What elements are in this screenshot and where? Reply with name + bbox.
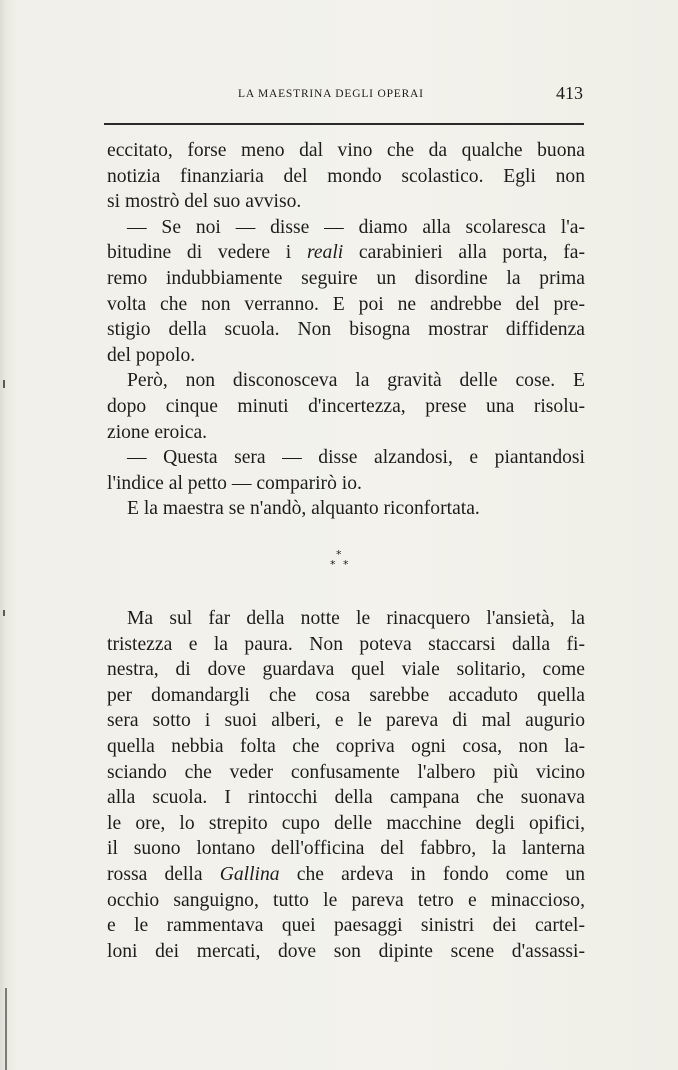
page-number: 413 — [556, 83, 583, 103]
section-break-asterism — [326, 545, 354, 573]
text-line: del popolo. — [107, 344, 196, 366]
text-line: l'indice al petto — comparirò io. — [107, 472, 362, 494]
text-line: nestra, di dove guardava quel viale solitario, come — [107, 659, 585, 681]
scan-edge-mark — [3, 610, 5, 616]
text-line: E la maestra se n'andò, alquanto riconfortata. — [127, 498, 480, 520]
asterism-star: * — [336, 548, 342, 561]
text-line-with-italic — [107, 862, 585, 888]
text-line: volta che non verranno. E poi ne andrebbe del pre- — [107, 293, 585, 315]
text-line: rossa della Gallina che ardeva in fondo come un — [107, 863, 585, 885]
text-line: si mostrò del suo avviso. — [107, 191, 302, 213]
text-line: sciando che veder confusamente l'albero più vicino — [107, 761, 585, 783]
asterism-star: * — [343, 558, 349, 571]
header-rule — [104, 123, 584, 125]
text-line: dopo cinque minuti d'incertezza, prese una risolu- — [107, 395, 585, 417]
text-line: occhio sanguigno, tutto le pareva tetro e minaccioso, — [107, 889, 585, 911]
text-line: stigio della scuola. Non bisogna mostrar diffidenza — [107, 319, 585, 341]
text-line: Però, non disconosceva la gravità delle cose. E — [127, 370, 585, 392]
text-line: remo indubbiamente seguire un disordine la prima — [107, 267, 585, 289]
text-line: — Se noi — disse — diamo alla scolaresca l'a- — [127, 216, 585, 238]
text-line: tristezza e la paura. Non poteva staccarsi dalla fi- — [107, 633, 585, 655]
asterism-star: * — [330, 558, 336, 571]
text-block-lower — [107, 606, 585, 964]
text-line: le ore, lo strepito cupo delle macchine degli opifici, — [107, 812, 585, 834]
text-line: il suono lontano dell'officina del fabbro, la lanterna — [107, 838, 585, 860]
text-line: zione eroica. — [107, 421, 208, 443]
text-line: quella nebbia folta che copriva ogni cosa, non la- — [107, 735, 585, 757]
text-line: — Questa sera — disse alzandosi, e piantandosi — [127, 447, 585, 469]
text-line-with-italic — [107, 240, 585, 266]
text-line: bitudine di vedere i reali carabinieri alla porta, fa- — [107, 242, 585, 264]
running-title: LA MAESTRINA DEGLI OPERAI — [238, 88, 424, 100]
text-line: Ma sul far della notte le rinacquero l'ansietà, la — [127, 608, 585, 629]
scan-edge-mark — [3, 380, 5, 388]
page-header — [0, 80, 678, 110]
text-line: e le rammentava quei paesaggi sinistri dei cartel- — [107, 915, 585, 937]
text-line: notizia finanziaria del mondo scolastico. Egli non — [107, 165, 585, 187]
text-line: alla scuola. I rintocchi della campana che suonava — [107, 787, 585, 809]
scan-edge-mark — [5, 988, 7, 1070]
text-block-upper — [107, 138, 585, 522]
text-line: per domandargli che cosa sarebbe accaduto quella — [107, 684, 585, 706]
text-line: eccitato, forse meno dal vino che da qualche buona — [107, 140, 585, 161]
text-line: sera sotto i suoi alberi, e le pareva di mal augurio — [107, 710, 585, 732]
text-line: loni dei mercati, dove son dipinte scene d'assassi- — [107, 940, 585, 962]
